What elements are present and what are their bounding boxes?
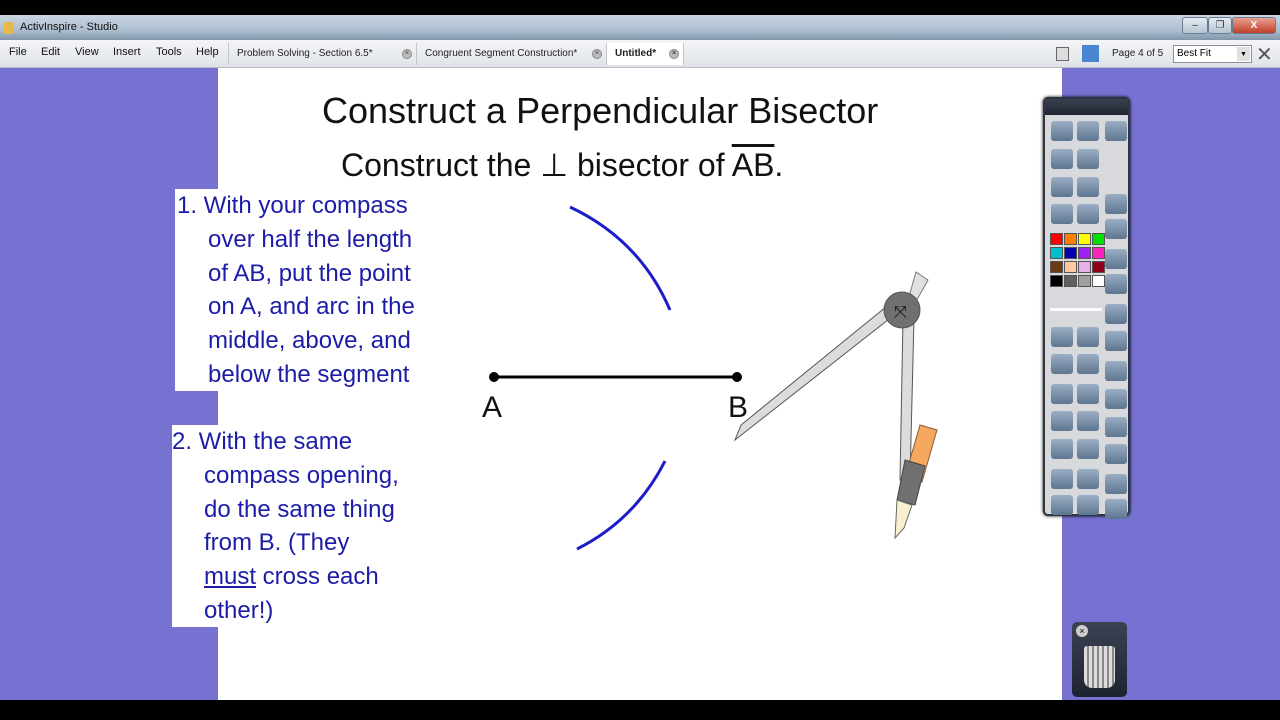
point-b-dot [732, 372, 742, 382]
trash-icon [1084, 646, 1115, 688]
tool-icon[interactable] [1105, 249, 1127, 269]
tool-icon[interactable] [1051, 469, 1073, 489]
color-swatch[interactable] [1078, 247, 1091, 259]
tool-icon[interactable] [1105, 304, 1127, 324]
color-swatch[interactable] [1050, 233, 1063, 245]
tool-icon[interactable] [1077, 439, 1099, 459]
color-swatch[interactable] [1078, 261, 1091, 273]
tool-icon[interactable] [1051, 384, 1073, 404]
move-handle-icon[interactable]: ⤧ [894, 302, 907, 321]
chevron-down-icon[interactable]: ▼ [1237, 47, 1250, 61]
menu-view[interactable]: View [75, 46, 99, 58]
menu-file[interactable]: File [9, 46, 27, 58]
color-swatch[interactable] [1064, 261, 1077, 273]
tool-icon[interactable] [1105, 361, 1127, 381]
window-title: ActivInspire - Studio [20, 21, 118, 33]
tool-icon[interactable] [1105, 474, 1127, 494]
tool-icon[interactable] [1051, 149, 1073, 169]
toolbox-header[interactable] [1045, 99, 1128, 115]
tool-icon[interactable] [1051, 439, 1073, 459]
tool-icon[interactable] [1077, 177, 1099, 197]
menu-edit[interactable]: Edit [41, 46, 60, 58]
underlined-must: must [204, 563, 257, 591]
tool-icon[interactable] [1105, 417, 1127, 437]
tool-icon[interactable] [1077, 469, 1099, 489]
step-line: 2. With the same [172, 428, 353, 455]
tool-icon[interactable] [1077, 149, 1099, 169]
color-swatch[interactable] [1092, 261, 1105, 273]
close-tab-icon[interactable]: × [402, 49, 412, 59]
tool-icon[interactable] [1051, 121, 1073, 141]
tool-icon[interactable] [1077, 121, 1099, 141]
subtitle-period: . [774, 147, 784, 183]
tool-icon[interactable] [1051, 411, 1073, 431]
minimize-button[interactable]: – [1182, 17, 1208, 34]
tool-icon[interactable] [1077, 327, 1099, 347]
tool-icon[interactable] [1105, 219, 1127, 239]
color-swatch[interactable] [1064, 233, 1077, 245]
color-swatch[interactable] [1064, 247, 1077, 259]
step-text: cross each [256, 563, 379, 591]
zoom-value: Best Fit [1177, 48, 1211, 59]
tool-icon[interactable] [1105, 194, 1127, 214]
close-button[interactable]: X [1232, 17, 1276, 34]
page-title: Construct a Perpendicular Bisector [322, 90, 879, 131]
subtitle-text: Construct the [341, 147, 532, 183]
compass-needle-leg [735, 302, 898, 440]
pen-width-slider[interactable] [1050, 308, 1102, 320]
subtitle-text: bisector of [576, 147, 725, 183]
main-toolbox[interactable] [1043, 97, 1130, 516]
trash-can[interactable] [1072, 622, 1127, 697]
tool-icon[interactable] [1105, 331, 1127, 351]
tab-label: Untitled* [615, 48, 657, 59]
menu-tools[interactable]: Tools [156, 46, 182, 58]
fullscreen-icon[interactable]: ✕ [1256, 44, 1273, 66]
color-swatch[interactable] [1092, 275, 1105, 287]
tab-label: Congruent Segment Construction* [425, 48, 578, 59]
tool-icon[interactable] [1077, 204, 1099, 224]
step-line: 1. With your compass [177, 192, 408, 219]
compass-tool[interactable] [727, 272, 937, 538]
color-swatch[interactable] [1078, 233, 1091, 245]
tool-icon[interactable] [1077, 411, 1099, 431]
menu-help[interactable]: Help [196, 46, 219, 58]
tool-icon[interactable] [1105, 121, 1127, 141]
color-swatch[interactable] [1092, 233, 1105, 245]
segment-ab: $\overline{AB}$ [731, 147, 775, 183]
lower-arc [577, 461, 665, 549]
color-swatch[interactable] [1064, 275, 1077, 287]
tool-icon[interactable] [1051, 327, 1073, 347]
upper-arc [570, 207, 670, 310]
perpendicular-symbol: ⊥ [540, 147, 569, 183]
menu-insert[interactable]: Insert [113, 46, 141, 58]
step-line: from B. (They [204, 529, 350, 557]
tool-icon[interactable] [1051, 354, 1073, 374]
tool-icon[interactable] [1105, 499, 1127, 519]
step-line: below the segment [208, 360, 410, 388]
tool-icon[interactable] [1077, 495, 1099, 515]
color-swatch[interactable] [1050, 261, 1063, 273]
tab-label: Problem Solving - Section 6.5* [237, 48, 373, 59]
tool-icon[interactable] [1077, 384, 1099, 404]
color-swatch[interactable] [1078, 275, 1091, 287]
tool-icon[interactable] [1105, 389, 1127, 409]
tool-icon[interactable] [1051, 177, 1073, 197]
step-line: on A, and arc in the [208, 293, 415, 321]
pencil-tip [895, 500, 912, 538]
tool-icon[interactable] [1105, 444, 1127, 464]
step-line: of AB, put the point [208, 259, 411, 287]
color-swatch[interactable] [1050, 247, 1063, 259]
restore-button[interactable]: ❐ [1208, 17, 1232, 34]
point-b-label: B [728, 391, 749, 424]
close-icon[interactable]: × [1076, 625, 1088, 637]
tool-icon[interactable] [1077, 354, 1099, 374]
step-line: do the same thing [204, 495, 395, 523]
tool-icon[interactable] [1051, 495, 1073, 515]
close-tab-icon[interactable]: × [592, 49, 602, 59]
step-line: middle, above, and [208, 327, 411, 355]
step-line: over half the length [208, 225, 413, 253]
color-swatch[interactable] [1092, 247, 1105, 259]
step-line: other!) [204, 596, 274, 624]
tool-icon[interactable] [1105, 274, 1127, 294]
step-line: compass opening, [204, 461, 399, 489]
point-a-dot [489, 372, 499, 382]
point-a-label: A [482, 391, 503, 424]
color-swatch[interactable] [1050, 275, 1063, 287]
close-tab-icon[interactable]: × [669, 49, 679, 59]
page-indicator: Page 4 of 5 [1112, 48, 1164, 59]
tool-icon[interactable] [1051, 204, 1073, 224]
